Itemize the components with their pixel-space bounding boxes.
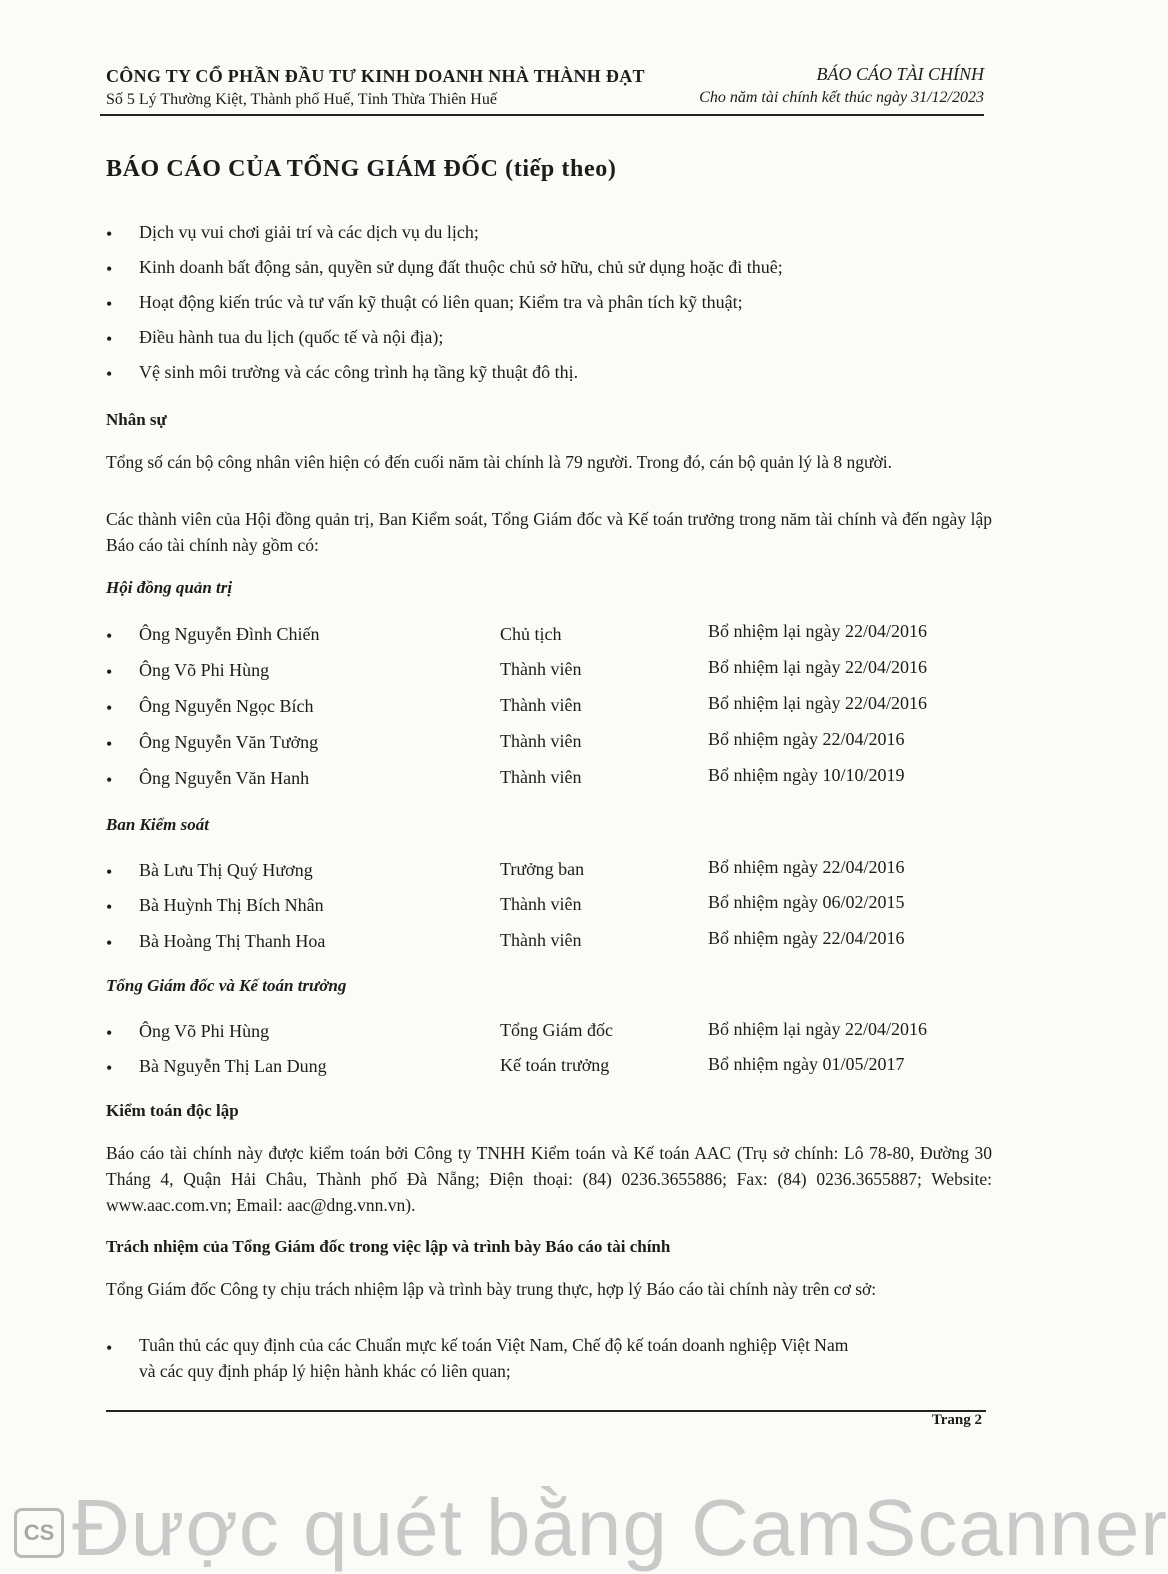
report-title: BÁO CÁO TÀI CHÍNH	[816, 64, 984, 84]
list-item-continuation: và các quy định pháp lý hiện hành khác có liên quan;	[139, 1361, 511, 1381]
bullet-icon: •	[106, 1023, 113, 1043]
list-item: Tuân thủ các quy định của các Chuẩn mực kế toán Việt Nam, Chế độ kế toán doanh nghiệp Việt Nam	[139, 1335, 849, 1355]
responsibility-heading: Trách nhiệm của Tổng Giám đốc trong việc lập và trình bày Báo cáo tài chính	[106, 1237, 671, 1256]
bullet-icon: •	[106, 364, 113, 384]
list-item: Dịch vụ vui chơi giải trí và các dịch vụ du lịch;	[139, 222, 479, 242]
member-role: Chủ tịch	[500, 624, 562, 644]
member-appointment: Bổ nhiệm lại ngày 22/04/2016	[708, 621, 927, 641]
member-name: Ông Võ Phi Hùng	[139, 660, 270, 680]
member-appointment: Bổ nhiệm lại ngày 22/04/2016	[708, 1019, 927, 1039]
members-intro-paragraph: Các thành viên của Hội đồng quản trị, Ban Kiểm soát, Tổng Giám đốc và Kế toán trưởng trong năm tài chính và đến ngày lập Báo cáo tài chính này gồm có:	[106, 509, 992, 555]
list-item: Vệ sinh môi trường và các công trình hạ tầng kỹ thuật đô thị.	[139, 362, 579, 382]
header-divider	[100, 114, 984, 116]
footer-divider	[106, 1410, 986, 1412]
bullet-icon: •	[106, 224, 113, 244]
member-appointment: Bổ nhiệm lại ngày 22/04/2016	[708, 657, 927, 677]
bullet-icon: •	[106, 770, 113, 790]
list-item: Hoạt động kiến trúc và tư vấn kỹ thuật có liên quan; Kiểm tra và phân tích kỹ thuật;	[139, 292, 743, 312]
audit-heading: Kiểm toán độc lập	[106, 1101, 239, 1120]
member-name: Ông Nguyễn Văn Hanh	[139, 768, 310, 788]
watermark-text: Được quét bằng CamScanner	[72, 1483, 1168, 1572]
bullet-icon: •	[106, 329, 113, 349]
bullet-icon: •	[106, 626, 113, 646]
bullet-icon: •	[106, 897, 113, 917]
list-item: Điều hành tua du lịch (quốc tế và nội địa);	[139, 327, 444, 347]
member-appointment: Bổ nhiệm ngày 06/02/2015	[708, 892, 905, 912]
personnel-heading: Nhân sự	[106, 410, 167, 429]
member-name: Bà Huỳnh Thị Bích Nhân	[139, 895, 324, 915]
bullet-icon: •	[106, 698, 113, 718]
list-item: Kinh doanh bất động sản, quyền sử dụng đất thuộc chủ sở hữu, chủ sử dụng hoặc đi thuê;	[139, 257, 783, 277]
member-appointment: Bổ nhiệm ngày 22/04/2016	[708, 857, 905, 877]
audit-paragraph: Báo cáo tài chính này được kiểm toán bởi Công ty TNHH Kiểm toán và Kế toán AAC (Trụ sở chính: Lô 78-80, Đường 30 Tháng 4, Quận Hải Châu, Thành phố Đà Nẵng; Điện thoại: (84) 0236.3655886; Fax: (84) 0236.3655887; Website: www.aac.com.vn; Email: aac@dng.vnn.vn).	[106, 1143, 992, 1215]
bullet-icon: •	[106, 734, 113, 754]
member-name: Bà Lưu Thị Quý Hương	[139, 860, 313, 880]
member-name: Bà Nguyễn Thị Lan Dung	[139, 1056, 327, 1076]
member-role: Trưởng ban	[500, 859, 585, 879]
report-period: Cho năm tài chính kết thúc ngày 31/12/2023	[699, 89, 984, 106]
bullet-icon: •	[106, 662, 113, 682]
member-role: Thành viên	[500, 894, 582, 914]
member-role: Thành viên	[500, 930, 582, 950]
member-role: Thành viên	[500, 767, 582, 787]
member-role: Thành viên	[500, 731, 582, 751]
member-role: Kế toán trưởng	[500, 1055, 610, 1075]
board-heading: Hội đồng quản trị	[106, 578, 233, 597]
member-name: Bà Hoàng Thị Thanh Hoa	[139, 931, 326, 951]
member-appointment: Bổ nhiệm ngày 22/04/2016	[708, 928, 905, 948]
member-role: Tổng Giám đốc	[500, 1020, 613, 1040]
bullet-icon: •	[106, 1338, 113, 1358]
responsibility-paragraph: Tổng Giám đốc Công ty chịu trách nhiệm lập và trình bày trung thực, hợp lý Báo cáo tài chính này trên cơ sở:	[106, 1279, 877, 1299]
bullet-icon: •	[106, 259, 113, 279]
bullet-icon: •	[106, 862, 113, 882]
bullet-icon: •	[106, 933, 113, 953]
bullet-icon: •	[106, 1058, 113, 1078]
member-name: Ông Nguyễn Ngọc Bích	[139, 696, 314, 716]
company-name: CÔNG TY CỔ PHẦN ĐẦU TƯ KINH DOANH NHÀ THÀNH ĐẠT	[106, 66, 645, 86]
camscanner-logo: CS	[14, 1508, 64, 1558]
member-name: Ông Nguyễn Văn Tưởng	[139, 732, 319, 752]
member-appointment: Bổ nhiệm lại ngày 22/04/2016	[708, 693, 927, 713]
bullet-icon: •	[106, 294, 113, 314]
member-name: Ông Nguyễn Đình Chiến	[139, 624, 320, 644]
management-heading: Tổng Giám đốc và Kế toán trưởng	[106, 976, 347, 995]
company-address: Số 5 Lý Thường Kiệt, Thành phố Huế, Tỉnh Thừa Thiên Huế	[106, 91, 497, 108]
member-appointment: Bổ nhiệm ngày 10/10/2019	[708, 765, 905, 785]
member-role: Thành viên	[500, 659, 582, 679]
member-role: Thành viên	[500, 695, 582, 715]
supervisory-heading: Ban Kiểm soát	[106, 815, 209, 834]
member-appointment: Bổ nhiệm ngày 22/04/2016	[708, 729, 905, 749]
personnel-paragraph: Tổng số cán bộ công nhân viên hiện có đến cuối năm tài chính là 79 người. Trong đó, cán bộ quản lý là 8 người.	[106, 452, 892, 472]
member-appointment: Bổ nhiệm ngày 01/05/2017	[708, 1054, 905, 1074]
member-name: Ông Võ Phi Hùng	[139, 1021, 270, 1041]
page-title: BÁO CÁO CỦA TỔNG GIÁM ĐỐC (tiếp theo)	[106, 156, 617, 182]
page-number: Trang 2	[931, 1412, 982, 1428]
